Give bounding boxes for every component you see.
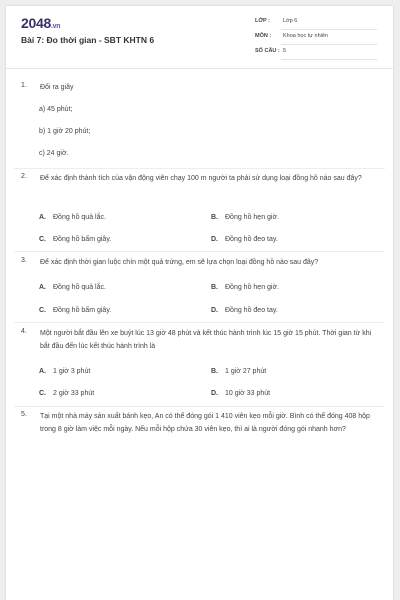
option-letter: B. xyxy=(211,284,218,291)
option-c[interactable] xyxy=(39,390,94,397)
option-letter: A. xyxy=(39,284,46,291)
question-number: 5. xyxy=(21,411,27,418)
option-letter: D. xyxy=(211,307,218,314)
meta-class-row xyxy=(255,16,377,30)
meta-subject-label: MÔN : xyxy=(255,33,272,39)
option-letter: A. xyxy=(39,214,46,221)
worksheet-header xyxy=(6,6,393,68)
option-text: 1 giờ 3 phút xyxy=(53,368,91,375)
question-divider xyxy=(14,406,385,407)
question-number: 4. xyxy=(21,328,27,335)
option-b[interactable] xyxy=(211,368,266,375)
option-text: 1 giờ 27 phút xyxy=(225,368,267,375)
meta-count-row xyxy=(255,46,377,60)
option-text: 10 giờ 33 phút xyxy=(225,390,271,397)
option-letter: D. xyxy=(211,236,218,243)
option-letter: C. xyxy=(39,236,46,243)
option-text: Đồng hồ đeo tay. xyxy=(225,307,278,314)
option-letter: B. xyxy=(211,214,218,221)
option-letter: C. xyxy=(39,307,46,314)
option-c[interactable] xyxy=(39,236,111,243)
option-text: 2 giờ 33 phút xyxy=(53,390,95,397)
question-text: Một người bắt đầu lên xe buýt lúc 13 giờ 48 phút và kết thúc hành trình lúc 15 giờ 15 phút. Thời gian từ khi bắt đầu đến lúc kết thúc hành trình là xyxy=(40,330,372,350)
option-text: Đồng hồ đeo tay. xyxy=(225,236,278,243)
meta-count-value: 5 xyxy=(283,48,287,54)
option-d[interactable] xyxy=(211,390,270,397)
option-text: Đồng hồ hẹn giờ. xyxy=(225,214,280,221)
option-letter: C. xyxy=(39,390,46,397)
question-number: 3. xyxy=(21,257,27,264)
option-a[interactable] xyxy=(39,368,90,375)
site-logo[interactable] xyxy=(21,15,60,31)
question-number: 2. xyxy=(21,173,27,180)
meta-count-label: SỐ CÂU : xyxy=(255,48,280,54)
option-letter: A. xyxy=(39,368,46,375)
sub-item-a: a) 45 phút; xyxy=(39,106,73,113)
question-divider xyxy=(14,168,385,169)
option-d[interactable] xyxy=(211,236,278,243)
option-letter: B. xyxy=(211,368,218,375)
question-divider xyxy=(14,251,385,252)
option-text: Đồng hồ hẹn giờ. xyxy=(225,284,280,291)
option-text: Đồng hồ bấm giây. xyxy=(53,307,112,314)
option-b[interactable] xyxy=(211,284,279,291)
meta-class-value: Lớp 6 xyxy=(283,18,298,24)
option-c[interactable] xyxy=(39,307,111,314)
question-text: Để xác định thành tích của vận động viên chạy 100 m người ta phải sử dụng loại đồng hồ nào sau đây? xyxy=(40,175,362,182)
page-title: Bài 7: Đo thời gian - SBT KHTN 6 xyxy=(21,35,155,45)
option-text: Đồng hồ quả lắc. xyxy=(53,284,106,291)
logo-main: 2048 xyxy=(21,15,51,31)
sub-item-c: c) 24 giờ. xyxy=(39,150,69,157)
meta-divider xyxy=(281,59,377,60)
option-a[interactable] xyxy=(39,214,106,221)
meta-subject-value: Khoa học tự nhiên xyxy=(283,33,328,39)
question-text: Đổi ra giây xyxy=(40,84,74,91)
option-text: Đồng hồ bấm giây. xyxy=(53,236,112,243)
option-text: Đồng hồ quả lắc. xyxy=(53,214,106,221)
option-b[interactable] xyxy=(211,214,279,221)
question-text: Để xác định thời gian luộc chín một quả trứng, em sẽ lựa chọn loại đồng hồ nào sau đây? xyxy=(40,259,319,266)
question-divider xyxy=(14,322,385,323)
option-d[interactable] xyxy=(211,307,278,314)
option-a[interactable] xyxy=(39,284,106,291)
logo-suffix: .vn xyxy=(50,23,61,30)
meta-class-label: LỚP : xyxy=(255,18,270,24)
question-text: Tại một nhà máy sản xuất bánh kẹo, An có thể đóng gói 1 410 viên kẹo mỗi giờ. Bình có thể đóng 408 hộp trong 8 giờ làm việc mỗi ngày. Nếu mỗi hộp chứa 30 viên kẹo, thì ai là người đóng gói nhanh hơn? xyxy=(40,413,370,433)
meta-divider xyxy=(281,44,377,45)
meta-divider xyxy=(281,29,377,30)
meta-subject-row xyxy=(255,31,377,45)
question-number: 1. xyxy=(21,82,27,89)
worksheet xyxy=(6,6,393,600)
option-letter: D. xyxy=(211,390,218,397)
sub-item-b: b) 1 giờ 20 phút; xyxy=(39,128,91,135)
header-divider xyxy=(6,68,393,69)
